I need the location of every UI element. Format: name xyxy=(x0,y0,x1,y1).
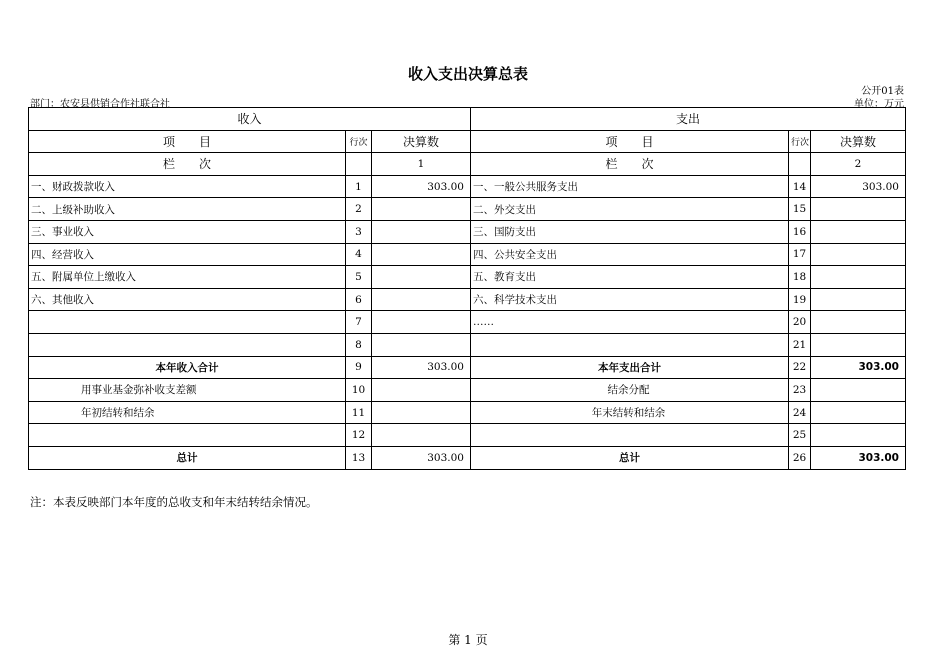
expense-item-header: 项 目 xyxy=(471,130,789,153)
expense-amount-cell xyxy=(811,220,906,243)
expense-line-header: 行次 xyxy=(789,130,811,153)
table-row xyxy=(29,424,906,447)
income-amount-cell xyxy=(372,311,471,334)
page-number: 第 1 页 xyxy=(448,633,488,647)
header-row-sections xyxy=(29,108,906,131)
expense-line-cell: 19 xyxy=(789,288,811,311)
income-line-cell: 1 xyxy=(346,175,372,198)
income-item-cell: 总计 xyxy=(29,446,346,469)
table-row xyxy=(29,266,906,289)
income-item-cell xyxy=(29,424,346,447)
expense-item-cell xyxy=(471,424,789,447)
income-item-header: 项 目 xyxy=(29,130,346,153)
income-amount-cell xyxy=(372,424,471,447)
income-item-cell: 六、其他收入 xyxy=(29,288,346,311)
income-amount-cell: 303.00 xyxy=(372,446,471,469)
income-item-cell: 五、附属单位上缴收入 xyxy=(29,266,346,289)
expense-line-cell: 26 xyxy=(789,446,811,469)
table-row xyxy=(29,220,906,243)
expense-item-cell xyxy=(471,333,789,356)
expense-line-cell: 22 xyxy=(789,356,811,379)
income-amount-cell xyxy=(372,333,471,356)
income-amount-cell xyxy=(372,266,471,289)
department-label: 部门：农安县供销合作社联合社 xyxy=(30,99,170,110)
income-line-cell: 6 xyxy=(346,288,372,311)
expense-item-cell: 三、国防支出 xyxy=(471,220,789,243)
table-row xyxy=(29,288,906,311)
income-amount-cell: 303.00 xyxy=(372,175,471,198)
expense-amount-cell xyxy=(811,333,906,356)
income-amount-header: 决算数 xyxy=(372,130,471,153)
income-line-cell: 9 xyxy=(346,356,372,379)
income-line-cell: 8 xyxy=(346,333,372,356)
income-line-cell: 11 xyxy=(346,401,372,424)
expense-item-cell: 总计 xyxy=(471,446,789,469)
expense-line-cell: 17 xyxy=(789,243,811,266)
expense-item-cell: 四、公共安全支出 xyxy=(471,243,789,266)
expense-amount-cell xyxy=(811,424,906,447)
table-row xyxy=(29,311,906,334)
expense-item-cell: …… xyxy=(471,311,789,334)
income-line-blank xyxy=(346,153,372,176)
expense-amount-cell xyxy=(811,401,906,424)
expense-section-header: 支出 xyxy=(471,108,906,131)
expense-line-cell: 24 xyxy=(789,401,811,424)
expense-amount-cell: 303.00 xyxy=(811,356,906,379)
page-title: 收入支出决算总表 xyxy=(407,65,528,83)
expense-column-number: 2 xyxy=(811,153,906,176)
income-item-cell: 三、事业收入 xyxy=(29,220,346,243)
expense-amount-cell xyxy=(811,311,906,334)
income-amount-cell xyxy=(372,220,471,243)
income-line-cell: 10 xyxy=(346,379,372,402)
income-item-cell: 一、财政拨款收入 xyxy=(29,175,346,198)
table-row xyxy=(29,401,906,424)
income-item-cell: 本年收入合计 xyxy=(29,356,346,379)
income-column-number: 1 xyxy=(372,153,471,176)
income-line-header: 行次 xyxy=(346,130,372,153)
table-row xyxy=(29,446,906,469)
table-row xyxy=(29,379,906,402)
expense-amount-cell xyxy=(811,266,906,289)
expense-amount-cell xyxy=(811,379,906,402)
table-row xyxy=(29,333,906,356)
expense-line-cell: 18 xyxy=(789,266,811,289)
income-item-cell: 用事业基金弥补收支差额 xyxy=(29,379,346,402)
income-amount-cell xyxy=(372,243,471,266)
expense-column-label: 栏 次 xyxy=(471,153,789,176)
table-row xyxy=(29,175,906,198)
income-amount-cell: 303.00 xyxy=(372,356,471,379)
income-amount-cell xyxy=(372,288,471,311)
unit-label: 单位：万元 xyxy=(854,99,904,110)
header-row-columns xyxy=(29,130,906,153)
expense-item-cell: 本年支出合计 xyxy=(471,356,789,379)
income-line-cell: 7 xyxy=(346,311,372,334)
income-item-cell: 年初结转和结余 xyxy=(29,401,346,424)
income-amount-cell xyxy=(372,401,471,424)
income-line-cell: 3 xyxy=(346,220,372,243)
income-section-header: 收入 xyxy=(29,108,471,131)
expense-line-cell: 20 xyxy=(789,311,811,334)
income-item-cell: 四、经营收入 xyxy=(29,243,346,266)
table-row xyxy=(29,198,906,221)
expense-line-cell: 25 xyxy=(789,424,811,447)
expense-item-cell: 一、一般公共服务支出 xyxy=(471,175,789,198)
expense-item-cell: 年末结转和结余 xyxy=(471,401,789,424)
expense-item-cell: 二、外交支出 xyxy=(471,198,789,221)
income-amount-cell xyxy=(372,379,471,402)
income-item-cell xyxy=(29,333,346,356)
income-item-cell xyxy=(29,311,346,334)
expense-line-cell: 23 xyxy=(789,379,811,402)
expense-line-blank xyxy=(789,153,811,176)
expense-item-cell: 六、科学技术支出 xyxy=(471,288,789,311)
expense-item-cell: 结余分配 xyxy=(471,379,789,402)
expense-item-cell: 五、教育支出 xyxy=(471,266,789,289)
income-amount-cell xyxy=(372,198,471,221)
expense-line-cell: 15 xyxy=(789,198,811,221)
income-column-label: 栏 次 xyxy=(29,153,346,176)
expense-line-cell: 16 xyxy=(789,220,811,243)
income-item-cell: 二、上级补助收入 xyxy=(29,198,346,221)
expense-line-cell: 21 xyxy=(789,333,811,356)
table-note: 注：本表反映部门本年度的总收支和年末结转结余情况。 xyxy=(30,495,318,509)
expense-amount-cell xyxy=(811,198,906,221)
expense-amount-header: 决算数 xyxy=(811,130,906,153)
expense-amount-cell: 303.00 xyxy=(811,175,906,198)
budget-summary-table xyxy=(28,107,906,470)
income-line-cell: 5 xyxy=(346,266,372,289)
form-number: 公开01表 xyxy=(861,86,904,97)
expense-line-cell: 14 xyxy=(789,175,811,198)
table-row xyxy=(29,356,906,379)
table-row xyxy=(29,243,906,266)
income-line-cell: 4 xyxy=(346,243,372,266)
expense-amount-cell: 303.00 xyxy=(811,446,906,469)
income-line-cell: 12 xyxy=(346,424,372,447)
header-row-column-numbers xyxy=(29,153,906,176)
expense-amount-cell xyxy=(811,243,906,266)
income-line-cell: 13 xyxy=(346,446,372,469)
expense-amount-cell xyxy=(811,288,906,311)
income-line-cell: 2 xyxy=(346,198,372,221)
